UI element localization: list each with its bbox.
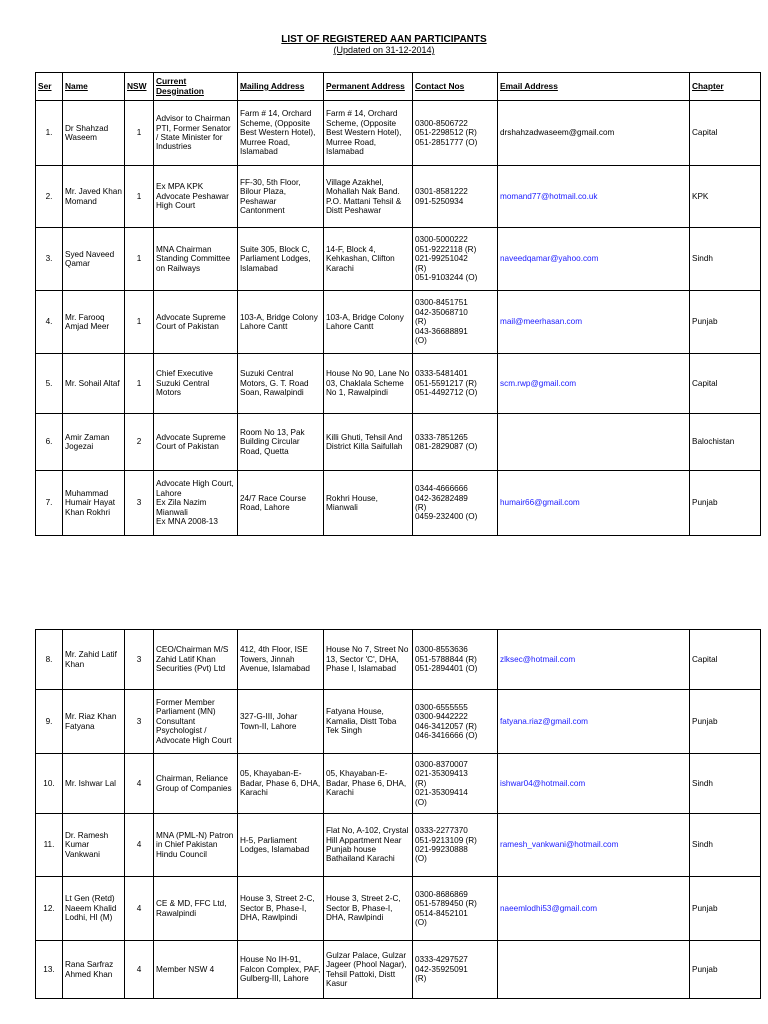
table-header-row (36, 73, 761, 101)
row-email-text[interactable]: mail@meerhasan.com (500, 317, 583, 327)
row-mailing-address (238, 754, 324, 814)
row-chapter (690, 354, 761, 414)
row-name-text: Mr. Ishwar Lal (65, 778, 116, 788)
row-designation (154, 754, 238, 814)
row-permanent-address-text: Flat No, A-102, Crystal Hill Appartment Near Punjab house Bathailand Karachi (326, 826, 409, 864)
row-mailing-address-text: H-5, Parliament Lodges, Islamabad (240, 835, 310, 854)
row-designation (154, 814, 238, 877)
row-permanent-address (324, 630, 413, 690)
row-ser (36, 414, 63, 471)
row-contact-nos-text: 0300-8686869 051-5789450 (R) 0514-8452101 (O) (415, 889, 477, 927)
row-nsw (125, 414, 154, 471)
row-permanent-address (324, 941, 413, 999)
table-row (36, 354, 761, 414)
row-name-text: Dr. Ramesh Kumar Vankwani (65, 830, 109, 859)
row-permanent-address (324, 471, 413, 536)
row-nsw-text: 1 (136, 317, 142, 327)
page-title: LIST OF REGISTERED AAN PARTICIPANTS (281, 34, 487, 45)
row-designation-text: Chief Executive Suzuki Central Motors (156, 369, 213, 398)
row-permanent-address (324, 354, 413, 414)
row-chapter-text: Punjab (692, 498, 718, 508)
row-mailing-address (238, 690, 324, 754)
table-row (36, 877, 761, 941)
row-email-text[interactable]: naveedqamar@yahoo.com (500, 254, 599, 264)
row-ser-text: 11. (43, 840, 55, 850)
row-email-text[interactable]: zlksec@hotmail.com (500, 654, 576, 664)
row-name-text: Mr. Javed Khan Momand (65, 187, 122, 206)
row-mailing-address-text: Suzuki Central Motors, G. T. Road Soan, Rawalpindi (240, 369, 309, 398)
row-nsw (125, 941, 154, 999)
row-email[interactable] (498, 877, 690, 941)
row-name (63, 690, 125, 754)
row-designation-text: Ex MPA KPK Advocate Peshawar High Court (156, 182, 229, 211)
row-designation-text: Advocate Supreme Court of Pakistan (156, 432, 226, 451)
row-mailing-address-text: House 3, Street 2-C, Sector B, Phase-I, DHA, Rawlpindi (240, 894, 315, 923)
row-chapter (690, 101, 761, 166)
row-email-text[interactable]: naeemlodhi53@gmail.com (500, 903, 598, 913)
row-nsw (125, 228, 154, 291)
row-chapter (690, 414, 761, 471)
row-ser (36, 354, 63, 414)
row-ser (36, 101, 63, 166)
row-name (63, 630, 125, 690)
row-ser-text: 10. (43, 778, 55, 788)
row-contact-nos (413, 941, 498, 999)
row-contact-nos (413, 166, 498, 228)
row-ser (36, 814, 63, 877)
row-mailing-address (238, 228, 324, 291)
table-row (36, 754, 761, 814)
row-chapter-text: Punjab (692, 716, 718, 726)
row-ser (36, 166, 63, 228)
row-mailing-address-text: FF-30, 5th Floor, Bilour Plaza, Peshawar Cantonment (240, 177, 301, 215)
row-designation-text: Advocate High Court, Lahore Ex Zila Nazim Mianwali Ex MNA 2008-13 (156, 479, 234, 527)
row-name-text: Syed Naveed Qamar (65, 249, 115, 268)
column-header-nsw: NSW (125, 73, 154, 101)
row-mailing-address (238, 877, 324, 941)
row-permanent-address-text: Village Azakhel, Mohallah Nak Band. P.O. Mattani Tehsil & Distt Peshawar (326, 177, 402, 215)
row-ser-text: 6. (45, 437, 53, 447)
column-header-name: Name (63, 73, 125, 101)
row-email-text[interactable]: fatyana.riaz@gmail.com (500, 716, 588, 726)
row-designation-text: MNA Chairman Standing Committee on Railways (156, 244, 231, 273)
row-mailing-address (238, 414, 324, 471)
row-contact-nos-text: 0344-4666666 042-36282489 (R) 0459-232400 (O) (415, 484, 478, 522)
row-name (63, 414, 125, 471)
row-ser-text: 4. (45, 317, 53, 327)
row-chapter-text: Balochistan (692, 437, 735, 447)
row-permanent-address-text: House 3, Street 2-C, Sector B, Phase-I, DHA, Rawlpindi (326, 894, 401, 923)
row-nsw (125, 291, 154, 354)
row-nsw-text: 3 (136, 654, 142, 664)
row-mailing-address (238, 630, 324, 690)
row-name (63, 354, 125, 414)
row-mailing-address-text: Room No 13, Pak Building Circular Road, Quetta (240, 427, 305, 456)
row-chapter-text: Punjab (692, 903, 718, 913)
row-ser-text: 3. (45, 254, 53, 264)
row-designation-text: Advisor to Chairman PTI, Former Senator / State Minister for Industries (156, 114, 231, 152)
row-nsw-text: 3 (136, 716, 142, 726)
row-name-text: Mr. Farooq Amjad Meer (65, 312, 110, 331)
row-permanent-address-text: 103-A, Bridge Colony Lahore Cantt (326, 312, 404, 331)
row-permanent-address-text: House No 7, Street No 13, Sector 'C', DHA, Phase I, Islamabad (326, 645, 409, 674)
row-contact-nos-text: 0300-5000222 051-9222118 (R) 021-99251042 (R) 051-9103244 (O) (415, 235, 478, 283)
row-designation-text: Former Member Parliament (MN) Consultant Psychologist / Advocate High Court (156, 697, 232, 745)
table-body-part-2 (36, 630, 761, 999)
row-mailing-address-text: 05, Khayaban-E-Badar, Phase 6, DHA, Karachi (240, 769, 321, 798)
row-name-text: Mr. Riaz Khan Fatyana (65, 712, 117, 731)
row-email[interactable] (498, 630, 690, 690)
row-name-text: Mr. Zahid Latif Khan (65, 650, 117, 669)
table-row (36, 291, 761, 354)
row-ser (36, 941, 63, 999)
row-permanent-address (324, 291, 413, 354)
row-contact-nos (413, 291, 498, 354)
row-ser-text: 12. (43, 903, 55, 913)
row-permanent-address (324, 414, 413, 471)
row-email[interactable] (498, 754, 690, 814)
row-permanent-address (324, 166, 413, 228)
row-designation (154, 630, 238, 690)
row-ser (36, 228, 63, 291)
row-permanent-address (324, 101, 413, 166)
row-name-text: Mr. Sohail Altaf (65, 378, 120, 388)
row-name-text: Rana Sarfraz Ahmed Khan (65, 960, 114, 979)
table-row (36, 414, 761, 471)
column-header-chapter: Chapter (690, 73, 761, 101)
row-email[interactable] (498, 690, 690, 754)
row-nsw (125, 877, 154, 941)
row-mailing-address-text: 103-A, Bridge Colony Lahore Cantt (240, 312, 318, 331)
row-nsw (125, 690, 154, 754)
row-nsw (125, 166, 154, 228)
participants-table-part-2 (35, 629, 761, 999)
column-header-email: Email Address (498, 73, 690, 101)
row-designation (154, 101, 238, 166)
row-designation (154, 471, 238, 536)
row-contact-nos (413, 354, 498, 414)
row-contact-nos-text: 0333-7851265 081-2829087 (O) (415, 432, 478, 451)
row-email[interactable] (498, 941, 690, 999)
row-designation (154, 166, 238, 228)
row-name-text: Lt Gen (Retd) Naeem Khalid Lodhi, HI (M) (65, 894, 117, 923)
row-contact-nos-text: 0333-4297527 042-35925091 (R) (415, 955, 468, 984)
row-contact-nos-text: 0300-8370007 021-35309413 (R) 021-35309414 (O) (415, 759, 468, 807)
row-chapter-text: Punjab (692, 964, 718, 974)
row-chapter (690, 941, 761, 999)
column-header-ser: Ser (36, 73, 63, 101)
row-nsw-text: 1 (136, 378, 142, 388)
row-email[interactable] (498, 814, 690, 877)
row-email-text[interactable]: drshahzadwaseem@gmail.com (500, 128, 615, 138)
row-name (63, 754, 125, 814)
row-chapter-text: Sindh (692, 778, 713, 788)
row-nsw-text: 4 (136, 903, 142, 913)
row-designation-text: MNA (PML-N) Patron in Chief Pakistan Hindu Council (156, 830, 234, 859)
row-mailing-address (238, 941, 324, 999)
row-mailing-address (238, 101, 324, 166)
row-permanent-address (324, 690, 413, 754)
row-email-text[interactable]: scm.rwp@gmail.com (500, 378, 577, 388)
row-nsw-text: 4 (136, 840, 142, 850)
row-nsw-text: 2 (136, 437, 142, 447)
row-designation (154, 877, 238, 941)
table-row (36, 228, 761, 291)
row-name (63, 291, 125, 354)
table-row (36, 166, 761, 228)
row-ser (36, 877, 63, 941)
row-nsw (125, 754, 154, 814)
row-contact-nos (413, 414, 498, 471)
row-ser-text: 1. (45, 128, 53, 138)
row-permanent-address-text: 14-F, Block 4, Kehkashan, Clifton Karachi (326, 244, 395, 273)
row-designation-text: CEO/Chairman M/S Zahid Latif Khan Securities (Pvt) Ltd (156, 645, 229, 674)
row-name (63, 877, 125, 941)
row-contact-nos (413, 754, 498, 814)
row-email[interactable] (498, 291, 690, 354)
row-permanent-address-text: Gulzar Palace, Gulzar Jageer (Phool Nagar), Tehsil Pattoki, Distt Kasur (326, 950, 407, 988)
row-name (63, 471, 125, 536)
row-email[interactable] (498, 414, 690, 471)
row-chapter (690, 877, 761, 941)
row-chapter-text: Sindh (692, 840, 713, 850)
row-mailing-address-text: Farm # 14, Orchard Scheme, (Opposite Best Western Hotel), Murree Road, Islamabad (240, 109, 316, 157)
row-ser (36, 754, 63, 814)
row-designation-text: Member NSW 4 (156, 964, 215, 974)
row-chapter-text: Punjab (692, 317, 718, 327)
table-row (36, 941, 761, 999)
row-nsw-text: 4 (136, 778, 142, 788)
row-permanent-address (324, 228, 413, 291)
row-nsw-text: 1 (136, 254, 142, 264)
row-mailing-address (238, 291, 324, 354)
row-name (63, 941, 125, 999)
row-name (63, 814, 125, 877)
row-chapter (690, 228, 761, 291)
row-designation (154, 414, 238, 471)
row-ser (36, 630, 63, 690)
row-ser (36, 291, 63, 354)
row-chapter-text: Capital (692, 378, 718, 388)
row-mailing-address-text: 412, 4th Floor, ISE Towers, Jinnah Avenue, Islamabad (240, 645, 310, 674)
row-email[interactable] (498, 166, 690, 228)
row-chapter (690, 630, 761, 690)
row-name-text: Muhammad Humair Hayat Khan Rokhri (65, 488, 116, 517)
row-permanent-address-text: Rokhri House, Mianwali (326, 493, 378, 512)
row-nsw (125, 814, 154, 877)
row-ser-text: 8. (45, 654, 53, 664)
row-contact-nos (413, 877, 498, 941)
table-body-part-1 (36, 101, 761, 536)
row-mailing-address (238, 354, 324, 414)
row-contact-nos (413, 101, 498, 166)
row-contact-nos-text: 0300-8553636 051-5788844 (R) 051-2894401 (O) (415, 645, 478, 674)
row-nsw (125, 630, 154, 690)
row-contact-nos (413, 630, 498, 690)
row-contact-nos-text: 0333-2277370 051-9213109 (R) 021-99230888 (O) (415, 826, 477, 864)
row-designation-text: Chairman, Reliance Group of Companies (156, 774, 232, 793)
row-email-text[interactable]: ishwar04@hotmail.com (500, 778, 586, 788)
row-permanent-address-text: House No 90, Lane No 03, Chaklala Scheme No 1, Rawalpindi (326, 369, 410, 398)
row-email-text[interactable]: ramesh_vankwani@hotmail.com (500, 840, 619, 850)
row-mailing-address (238, 471, 324, 536)
row-chapter (690, 166, 761, 228)
row-contact-nos (413, 228, 498, 291)
row-ser (36, 471, 63, 536)
row-mailing-address-text: 327-G-III, Johar Town-II, Lahore (240, 712, 298, 731)
row-mailing-address (238, 166, 324, 228)
table-row (36, 630, 761, 690)
document-header (0, 34, 768, 56)
row-contact-nos-text: 0300-6555555 0300-9442222 046-3412057 (R) 046-3416666 (O) (415, 702, 478, 740)
row-chapter (690, 754, 761, 814)
row-email[interactable] (498, 101, 690, 166)
row-chapter (690, 291, 761, 354)
row-contact-nos-text: 0300-8451751 042-35068710 (R) 043-36688891 (O) (415, 298, 468, 346)
row-permanent-address-text: Killi Ghuti, Tehsil And District Killa Saifullah (326, 432, 403, 451)
row-contact-nos (413, 690, 498, 754)
row-name (63, 166, 125, 228)
column-header-contact-nos: Contact Nos (413, 73, 498, 101)
row-designation (154, 690, 238, 754)
row-ser-text: 7. (45, 498, 53, 508)
participants-table-part-1 (35, 72, 761, 536)
column-header-designation: Current Desgination (154, 73, 238, 101)
row-name-text: Dr Shahzad Waseem (65, 123, 109, 142)
row-chapter (690, 814, 761, 877)
row-designation (154, 354, 238, 414)
row-nsw-text: 1 (136, 191, 142, 201)
row-ser (36, 690, 63, 754)
row-nsw-text: 1 (136, 128, 142, 138)
table-row (36, 690, 761, 754)
row-ser-text: 9. (45, 716, 53, 726)
row-email-text[interactable]: humair66@gmail.com (500, 498, 580, 508)
row-ser-text: 13. (43, 964, 55, 974)
table-row (36, 814, 761, 877)
row-contact-nos-text: 0301-8581222 091-5250934 (415, 187, 468, 206)
row-ser-text: 2. (45, 191, 53, 201)
row-nsw-text: 4 (136, 964, 142, 974)
row-email[interactable] (498, 354, 690, 414)
row-nsw (125, 101, 154, 166)
row-contact-nos-text: 0300-8506722 051-2298512 (R) 051-2851777 (O) (415, 118, 478, 147)
row-mailing-address-text: Suite 305, Block C, Parliament Lodges, Islamabad (240, 244, 311, 273)
row-designation-text: Advocate Supreme Court of Pakistan (156, 312, 226, 331)
row-mailing-address (238, 814, 324, 877)
row-name (63, 101, 125, 166)
table-row (36, 101, 761, 166)
row-chapter-text: KPK (692, 191, 709, 201)
row-permanent-address-text: 05, Khayaban-E-Badar, Phase 6, DHA, Karachi (326, 769, 407, 798)
row-chapter (690, 471, 761, 536)
row-mailing-address-text: House No IH-91, Falcon Complex, PAF, Gulberg-III, Lahore (240, 955, 321, 984)
row-email[interactable] (498, 228, 690, 291)
row-contact-nos (413, 471, 498, 536)
row-permanent-address (324, 877, 413, 941)
row-name-text: Amir Zaman Jogezai (65, 432, 110, 451)
row-nsw (125, 471, 154, 536)
row-permanent-address-text: Fatyana House, Kamalia, Distt Toba Tek Singh (326, 707, 397, 736)
row-name (63, 228, 125, 291)
row-chapter-text: Sindh (692, 254, 713, 264)
column-header-mailing-address: Mailing Address (238, 73, 324, 101)
row-ser-text: 5. (45, 378, 53, 388)
row-nsw (125, 354, 154, 414)
row-permanent-address-text: Farm # 14, Orchard Scheme, (Opposite Best Western Hotel), Murree Road, Islamabad (326, 109, 402, 157)
row-designation (154, 291, 238, 354)
row-chapter-text: Capital (692, 128, 718, 138)
row-designation-text: CE & MD, FFC Ltd, Rawalpindi (156, 899, 227, 918)
row-designation (154, 941, 238, 999)
row-contact-nos (413, 814, 498, 877)
row-email-text[interactable]: momand77@hotmail.co.uk (500, 191, 598, 201)
row-contact-nos-text: 0333-5481401 051-5591217 (R) 051-4492712 (O) (415, 369, 478, 398)
row-permanent-address (324, 814, 413, 877)
row-email[interactable] (498, 471, 690, 536)
page-subtitle: (Updated on 31-12-2014) (333, 45, 435, 55)
row-permanent-address (324, 754, 413, 814)
row-designation (154, 228, 238, 291)
row-nsw-text: 3 (136, 498, 142, 508)
column-header-permanent-address: Permanent Address (324, 73, 413, 101)
row-chapter (690, 690, 761, 754)
row-chapter-text: Capital (692, 654, 718, 664)
table-row (36, 471, 761, 536)
row-mailing-address-text: 24/7 Race Course Road, Lahore (240, 493, 306, 512)
